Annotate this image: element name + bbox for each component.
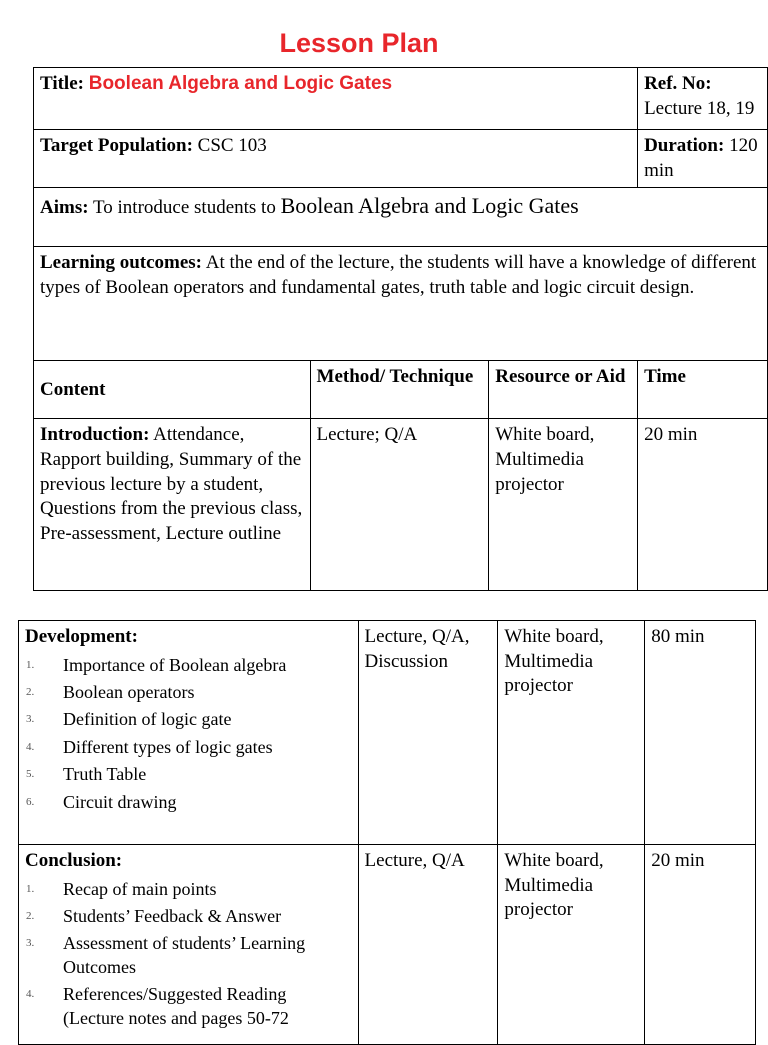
list-item xyxy=(25,736,352,759)
development-time: 80 min xyxy=(645,621,756,845)
aims-label: Aims: xyxy=(40,197,89,219)
target-value: CSC 103 xyxy=(197,135,267,156)
list-item xyxy=(25,791,352,814)
development-content xyxy=(19,621,359,845)
list-number: 1. xyxy=(26,882,35,895)
list-item xyxy=(25,905,352,928)
page-title: Lesson Plan xyxy=(279,28,439,58)
list-text: Importance of Boolean algebra xyxy=(63,654,287,675)
list-text: Circuit drawing xyxy=(63,791,177,812)
lesson-plan-table xyxy=(33,67,768,591)
list-number: 2. xyxy=(26,686,35,699)
title-cell xyxy=(34,68,638,130)
target-label: Target Population: xyxy=(40,135,193,156)
column-method: Method/ Technique xyxy=(310,361,489,419)
list-number: 5. xyxy=(26,768,35,781)
title-label: Title: xyxy=(40,73,84,94)
list-item xyxy=(25,681,352,704)
column-resource: Resource or Aid xyxy=(489,361,638,419)
outcomes-value: At the end of the lecture, the students will have a knowledge of different types of Boolean operators and fundamental gates, truth table and logic circuit design. xyxy=(40,252,757,299)
list-text: Assessment of students’ Learning Outcomes xyxy=(63,933,306,977)
list-number: 3. xyxy=(26,937,35,950)
outcomes-label: Learning outcomes: xyxy=(40,252,203,274)
list-item xyxy=(25,708,352,731)
introduction-method: Lecture; Q/A xyxy=(310,419,489,591)
lesson-plan-table-continued xyxy=(18,620,756,1045)
list-text: Different types of logic gates xyxy=(63,736,273,757)
list-number: 3. xyxy=(26,713,35,726)
outcomes-cell xyxy=(34,247,768,361)
development-heading: Development: xyxy=(25,626,138,647)
aims-value-a: To introduce students to xyxy=(92,197,276,219)
introduction-heading: Introduction: xyxy=(40,424,150,446)
list-text: Students’ Feedback & Answer xyxy=(63,906,282,927)
list-item xyxy=(25,763,352,786)
list-item xyxy=(25,878,352,901)
ref-value: Lecture 18, 19 xyxy=(644,97,755,119)
column-time: Time xyxy=(638,361,768,419)
introduction-time: 20 min xyxy=(638,419,768,591)
duration-cell xyxy=(638,130,768,188)
list-number: 4. xyxy=(26,740,35,753)
conclusion-time: 20 min xyxy=(645,845,756,1045)
development-method: Lecture, Q/A, Discussion xyxy=(358,621,498,845)
aims-cell xyxy=(34,188,768,247)
introduction-content xyxy=(34,419,311,591)
list-number: 1. xyxy=(26,658,35,671)
aims-value-b: Boolean Algebra and Logic Gates xyxy=(280,193,579,219)
ref-label: Ref. No: xyxy=(644,73,712,94)
list-item xyxy=(25,983,352,1030)
introduction-resource: White board, Multimedia projector xyxy=(489,419,638,591)
list-text: References/Suggested Reading (Lecture notes and pages 50-72 xyxy=(63,984,289,1028)
conclusion-list xyxy=(25,878,352,1030)
column-content: Content xyxy=(34,361,311,419)
list-text: Definition of logic gate xyxy=(63,709,232,730)
list-text: Truth Table xyxy=(63,764,147,785)
duration-value: 120 min xyxy=(644,135,758,181)
list-item xyxy=(25,932,352,979)
list-number: 2. xyxy=(26,910,35,923)
conclusion-content xyxy=(19,845,359,1045)
list-text: Boolean operators xyxy=(63,682,195,703)
duration-label: Duration: xyxy=(644,135,725,156)
title-value: Boolean Algebra and Logic Gates xyxy=(88,73,393,94)
list-item xyxy=(25,654,352,677)
development-list xyxy=(25,654,352,814)
list-text: Recap of main points xyxy=(63,878,217,899)
ref-cell xyxy=(638,68,768,130)
list-number: 4. xyxy=(26,988,35,1001)
list-number: 6. xyxy=(26,795,35,808)
conclusion-resource: White board, Multimedia projector xyxy=(498,845,645,1045)
conclusion-heading: Conclusion: xyxy=(25,850,123,871)
introduction-text: Attendance, Rapport building, Summary of the previous lecture by a student, Questions from the previous class, Pre-assessment, Lecture outline xyxy=(40,424,303,545)
target-cell xyxy=(34,130,638,188)
conclusion-method: Lecture, Q/A xyxy=(358,845,498,1045)
development-resource: White board, Multimedia projector xyxy=(498,621,645,845)
